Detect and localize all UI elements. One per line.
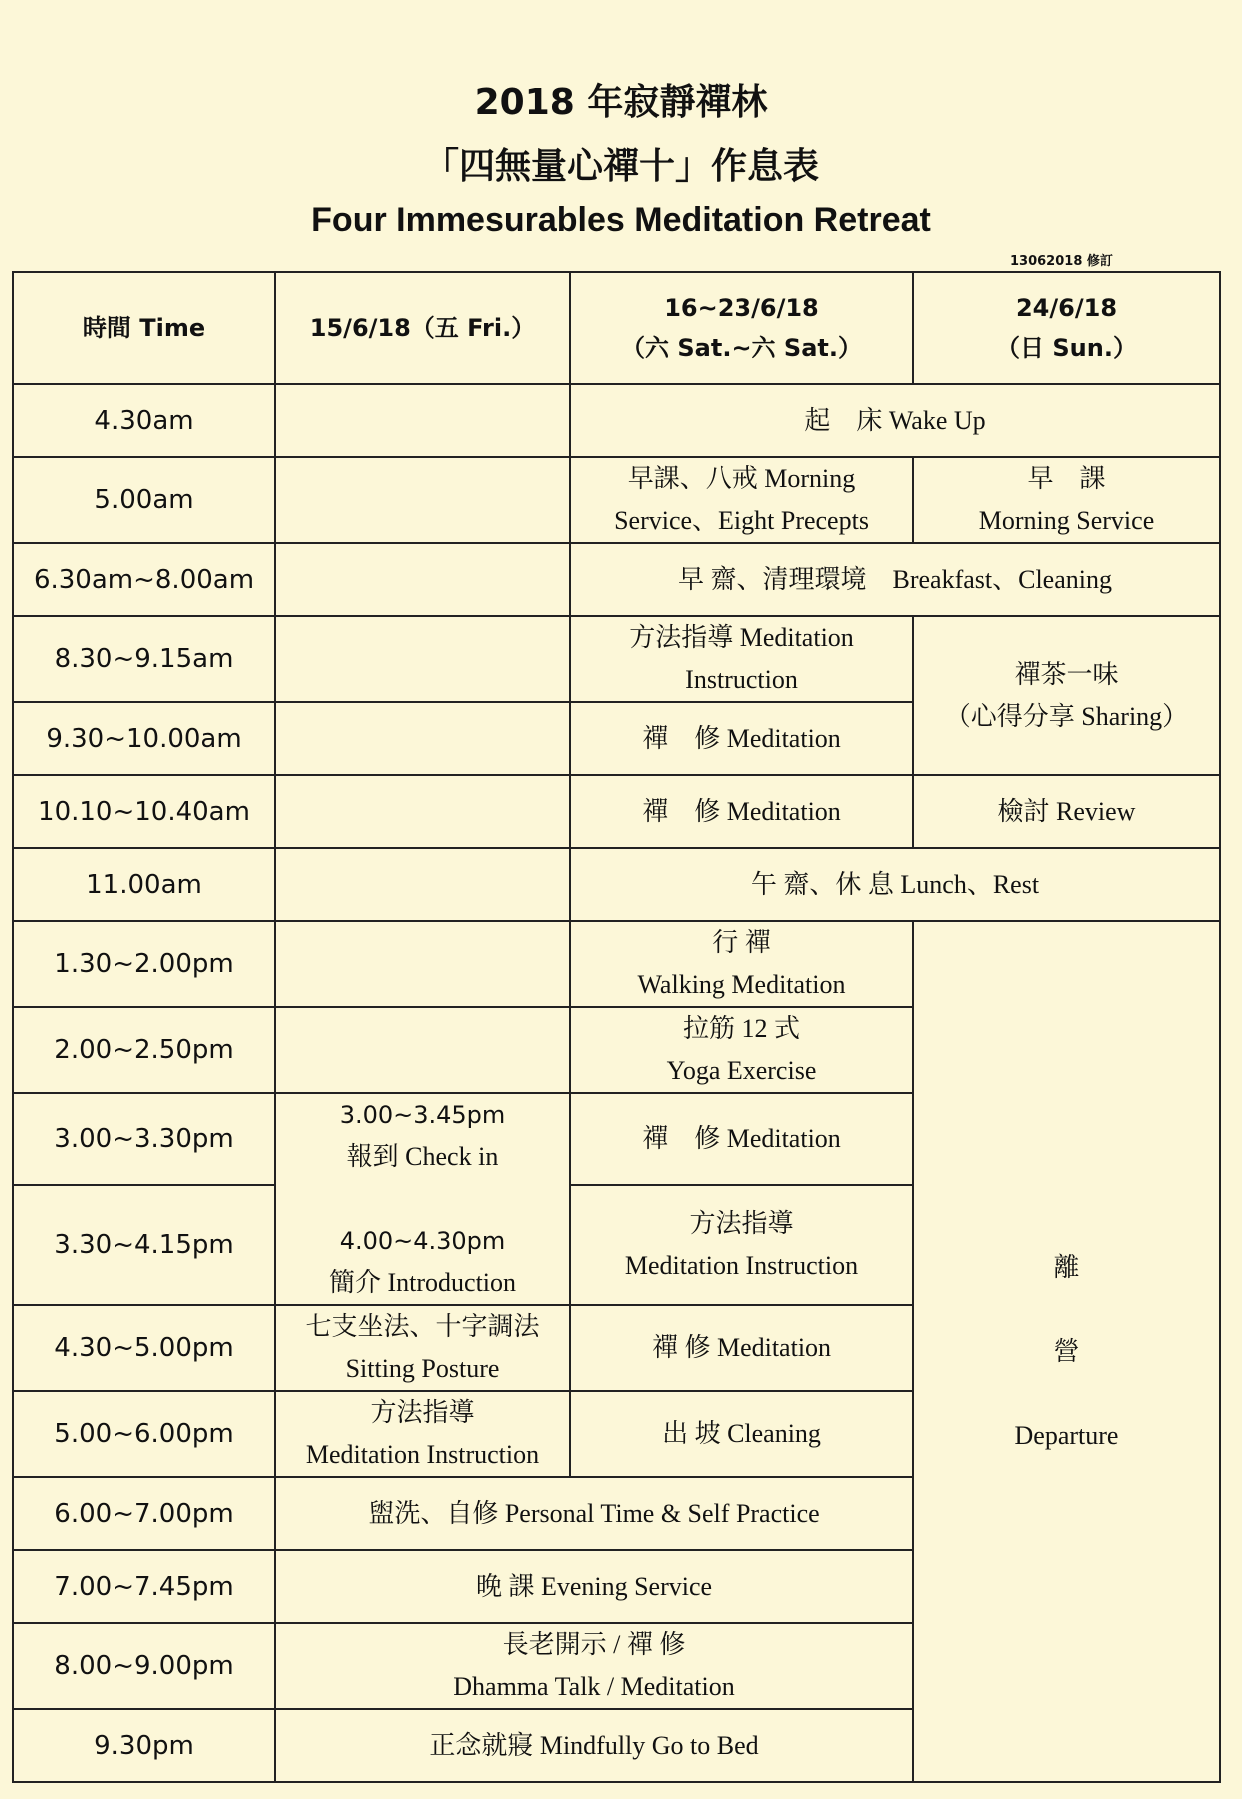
empty-cell bbox=[275, 848, 570, 921]
title-retreat-english: Four Immesurables Meditation Retreat bbox=[311, 201, 931, 239]
cell-line: Dhamma Talk / Meditation bbox=[453, 1672, 735, 1701]
cell-line: 離 bbox=[1053, 1252, 1080, 1282]
revision-note: 13062018 修訂 bbox=[1010, 254, 1113, 269]
spacer bbox=[918, 1289, 1215, 1331]
header-days2-9-date: 16~23/6/18 bbox=[664, 294, 819, 322]
header-days2-9-weekday: （六 Sat.~六 Sat.） bbox=[621, 334, 862, 362]
time-cell: 4.30~5.00pm bbox=[13, 1305, 275, 1391]
schedule-cell bbox=[570, 616, 913, 702]
schedule-cell bbox=[570, 457, 913, 543]
cell-line: Meditation Instruction bbox=[305, 1440, 540, 1469]
schedule-cell: 起 床 Wake Up bbox=[570, 384, 1220, 457]
cell-line: 簡介 Introduction bbox=[328, 1268, 517, 1297]
schedule-cell bbox=[570, 1007, 913, 1093]
empty-cell bbox=[275, 702, 570, 775]
departure-cell bbox=[913, 921, 1220, 1782]
time-cell: 3.30~4.15pm bbox=[13, 1185, 275, 1305]
table-row bbox=[13, 848, 1220, 921]
schedule-cell: 晚 課 Evening Service bbox=[275, 1550, 913, 1623]
cell-line: 方法指導 bbox=[370, 1398, 475, 1427]
empty-cell bbox=[275, 921, 570, 1007]
table-row bbox=[13, 457, 1220, 543]
time-cell: 10.10~10.40am bbox=[13, 775, 275, 848]
schedule-cell bbox=[570, 1185, 913, 1305]
time-cell: 6.00~7.00pm bbox=[13, 1477, 275, 1550]
time-cell: 7.00~7.45pm bbox=[13, 1550, 275, 1623]
time-cell: 3.00~3.30pm bbox=[13, 1093, 275, 1185]
cell-line: 4.00~4.30pm bbox=[339, 1227, 506, 1255]
schedule-cell bbox=[913, 616, 1220, 775]
cell-line: Instruction bbox=[685, 665, 798, 694]
empty-cell bbox=[275, 543, 570, 616]
time-cell: 9.30~10.00am bbox=[13, 702, 275, 775]
schedule-cell: 禪 修 Meditation bbox=[570, 1093, 913, 1185]
time-cell: 5.00~6.00pm bbox=[13, 1391, 275, 1477]
title-retreat-chinese: 「四無量心禪十」作息表 bbox=[422, 146, 819, 187]
schedule-cell: 早 齋、清理環境 Breakfast、Cleaning bbox=[570, 543, 1220, 616]
time-cell: 11.00am bbox=[13, 848, 275, 921]
header-day10-date: 24/6/18 bbox=[1015, 294, 1118, 322]
empty-cell bbox=[275, 384, 570, 457]
schedule-cell: 正念就寢 Mindfully Go to Bed bbox=[275, 1709, 913, 1782]
cell-line: 早課、八戒 Morning bbox=[627, 464, 856, 493]
cell-line: Morning Service bbox=[978, 506, 1155, 535]
schedule-cell bbox=[275, 1623, 913, 1709]
time-cell: 8.30~9.15am bbox=[13, 616, 275, 702]
cell-line: Service、Eight Precepts bbox=[614, 506, 869, 535]
empty-cell bbox=[275, 616, 570, 702]
table-row bbox=[13, 921, 1220, 1007]
header-time: 時間 Time bbox=[13, 272, 275, 384]
time-cell: 9.30pm bbox=[13, 1709, 275, 1782]
schedule-table bbox=[12, 271, 1221, 1783]
table-row bbox=[13, 775, 1220, 848]
empty-cell bbox=[275, 457, 570, 543]
cell-line: 早 課 bbox=[1027, 464, 1106, 493]
schedule-cell: 禪 修 Meditation bbox=[570, 1305, 913, 1391]
time-cell: 5.00am bbox=[13, 457, 275, 543]
header-row bbox=[13, 272, 1220, 384]
title-year: 2018 年寂靜禪林 bbox=[474, 82, 768, 123]
empty-cell bbox=[275, 1007, 570, 1093]
header-days2-9 bbox=[570, 272, 913, 384]
schedule-cell: 禪 修 Meditation bbox=[570, 702, 913, 775]
cell-line: Departure bbox=[1014, 1420, 1119, 1450]
cell-line: Meditation Instruction bbox=[624, 1250, 859, 1280]
cell-line: 行 禪 bbox=[712, 928, 771, 957]
header-day1: 15/6/18（五 Fri.） bbox=[275, 272, 570, 384]
header-day10 bbox=[913, 272, 1220, 384]
cell-line: 七支坐法、十字調法 bbox=[305, 1312, 540, 1341]
cell-line: Sitting Posture bbox=[345, 1354, 500, 1383]
time-cell: 4.30am bbox=[13, 384, 275, 457]
cell-line: 方法指導 bbox=[689, 1208, 794, 1238]
schedule-cell bbox=[913, 457, 1220, 543]
time-cell: 2.00~2.50pm bbox=[13, 1007, 275, 1093]
cell-line: 報到 Check in bbox=[346, 1142, 499, 1171]
spacer bbox=[280, 1178, 565, 1220]
checkin-intro-cell bbox=[275, 1093, 570, 1305]
cell-line: Walking Meditation bbox=[637, 970, 846, 999]
schedule-cell: 禪 修 Meditation bbox=[570, 775, 913, 848]
schedule-cell: 午 齋、休 息 Lunch、Rest bbox=[570, 848, 1220, 921]
table-row bbox=[13, 384, 1220, 457]
cell-line: （心得分享 Sharing） bbox=[944, 701, 1189, 731]
spacer bbox=[918, 1373, 1215, 1415]
cell-line: Yoga Exercise bbox=[666, 1056, 817, 1085]
cell-line: 拉筋 12 式 bbox=[682, 1014, 800, 1043]
empty-cell bbox=[275, 775, 570, 848]
time-cell: 6.30am~8.00am bbox=[13, 543, 275, 616]
table-row bbox=[13, 543, 1220, 616]
time-cell: 8.00~9.00pm bbox=[13, 1623, 275, 1709]
cell-line: 3.00~3.45pm bbox=[339, 1101, 506, 1129]
schedule-cell: 檢討 Review bbox=[913, 775, 1220, 848]
schedule-cell bbox=[275, 1391, 570, 1477]
cell-line: 方法指導 Meditation bbox=[629, 623, 854, 652]
cell-line: 營 bbox=[1053, 1336, 1080, 1366]
table-row bbox=[13, 616, 1220, 702]
cell-line: 長老開示 / 禪 修 bbox=[502, 1630, 686, 1659]
schedule-cell: 盥洗、自修 Personal Time & Self Practice bbox=[275, 1477, 913, 1550]
time-cell: 1.30~2.00pm bbox=[13, 921, 275, 1007]
header-day10-weekday: （日 Sun.） bbox=[996, 334, 1137, 362]
cell-line: 禪茶一味 bbox=[1014, 659, 1119, 689]
schedule-cell: 出 坡 Cleaning bbox=[570, 1391, 913, 1477]
schedule-cell bbox=[275, 1305, 570, 1391]
schedule-cell bbox=[570, 921, 913, 1007]
